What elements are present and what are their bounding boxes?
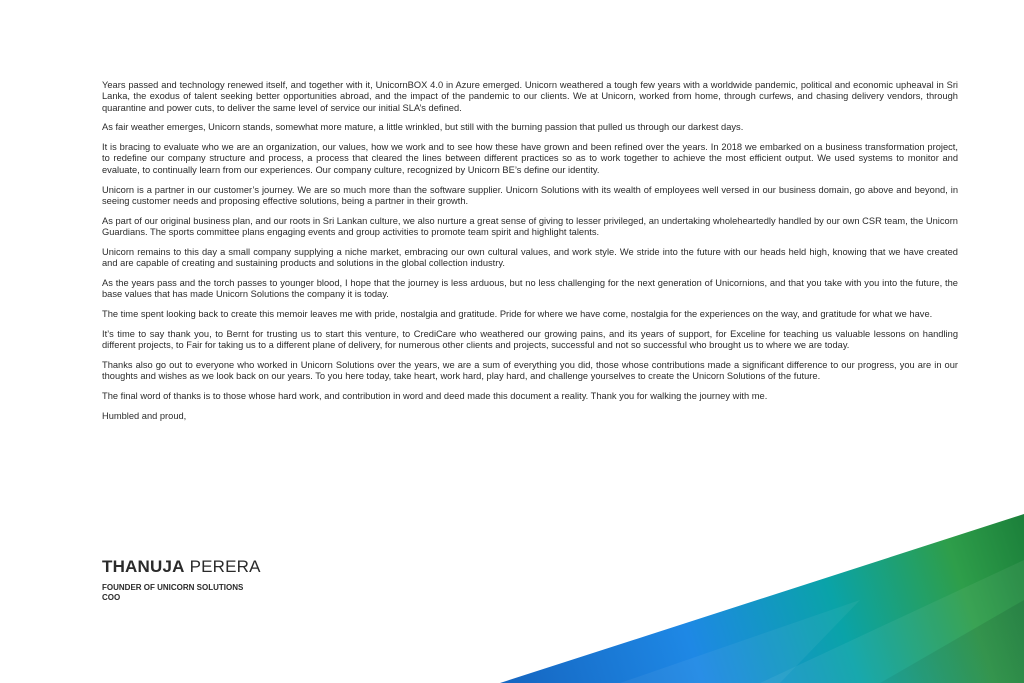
- paragraph: Unicorn is a partner in our customer’s journey. We are so much more than the software supplier. Unicorn Solutions with its wealth of employees well versed in our business domain, go above and beyond, in seeing customer needs and proposing effective solutions, being a partner in their growth.: [102, 184, 958, 206]
- paragraph: The final word of thanks is to those whose hard work, and contribution in word and deed made this document a reality. Thank you for walking the journey with me.: [102, 390, 768, 401]
- paragraph: As the years pass and the torch passes to younger blood, I hope that the journey is less arduous, but no less challenging for the next generation of Unicornions, and that you take with you into the future, the base values that has made Unicorn Solutions the company it is today.: [102, 277, 958, 300]
- signatory-role: COO: [102, 593, 121, 602]
- paragraph: As fair weather emerges, Unicorn stands, somewhat more mature, a little wrinkled, but still with the burning passion that pulled us through our darkest days.: [102, 122, 744, 133]
- paragraph: It is bracing to evaluate who we are an organization, our values, how we work and to see how these have grown and been refined over the years. In 2018 we embarked on a business transformation project, to redefine our company structure and process, a process that cleared the lines between different practices so as to work together to achieve the most efficient output. We used systems to monitor and evaluate, to continually learn from our experiences. Our company culture, recognized by Unicorn BE’s define our identity.: [102, 142, 958, 175]
- signatory-first-name: THANUJA: [102, 557, 185, 576]
- paragraph: Years passed and technology renewed itself, and together with it, UnicornBOX 4.0 in Azure emerged. Unicorn weathered a tough few years with a worldwide pandemic, political and economic upheaval in Sri Lanka, the exodus of talent seeking better opportunities abroad, and the impact of the pandemic to our clients. We at Unicorn, worked from home, through curfews, and chasing delivery vendors, through quarantine and power cuts, to deliver the same level of service our initial SLA’s defined.: [102, 80, 958, 113]
- paragraph: The time spent looking back to create this memoir leaves me with pride, nostalgia and gratitude. Pride for where we have come, nostalgia for the experiences on the way, and gratitude for what we have.: [102, 308, 933, 319]
- paragraph: Unicorn remains to this day a small company supplying a niche market, embracing our own cultural values, and work style. We stride into the future with our heads held high, knowing that we have created and are capable of creating and sustaining products and solutions in the global collection industry.: [102, 246, 958, 269]
- paragraph: It’s time to say thank you, to Bernt for trusting us to start this venture, to CrediCare who weathered our growing pains, and its years of support, for Exceline for teaching us valuable lessons on handling different projects, to Fair for taking us to a different plane of delivery, for numerous other clients and projects, successful and not so successful who brought us to where we are today.: [102, 328, 958, 351]
- paragraph: As part of our original business plan, and our roots in Sri Lankan culture, we also nurture a great sense of giving to lesser privileged, an undertaking wholeheartedly handled by our own CSR team, the Unicorn Guardians. The sports committee plans engaging events and group activities to promote team spirit and highlight talents.: [102, 215, 958, 237]
- signatory-last-name: PERERA: [189, 557, 261, 576]
- paragraph: Thanks also go out to everyone who worked in Unicorn Solutions over the years, we are a sum of everything you did, those whose contributions made a significant difference to our progress, you are in our thoughts and wishes as we look back on our years. To you here today, take heart, work hard, play hard, and challenge yourselves to create the Unicorn Solutions of the future.: [102, 359, 958, 382]
- letter-body: [102, 80, 958, 422]
- signatory-title: FOUNDER OF UNICORN SOLUTIONS: [102, 583, 244, 592]
- closing-line: Humbled and proud,: [102, 410, 187, 421]
- signature-block: [102, 557, 261, 603]
- signatory-name: [102, 557, 261, 577]
